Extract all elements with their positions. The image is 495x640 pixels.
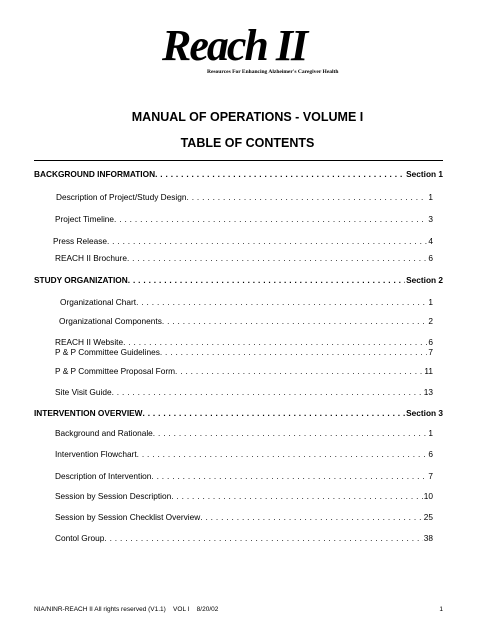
toc-leader xyxy=(153,428,428,439)
toc-page: 6 xyxy=(428,449,433,459)
toc-label: Contol Group xyxy=(55,533,105,543)
document-title: MANUAL OF OPERATIONS - VOLUME I xyxy=(131,110,364,124)
toc-page: 1 xyxy=(428,428,433,438)
toc-entry xyxy=(60,297,433,308)
toc-entry xyxy=(55,387,433,398)
toc-leader xyxy=(171,491,423,502)
toc-entry xyxy=(55,253,433,264)
toc-page: 1 xyxy=(428,297,433,307)
toc-label: Press Release xyxy=(53,236,107,246)
toc-leader xyxy=(162,316,428,327)
toc-page: 1 xyxy=(428,192,433,202)
toc-label: Session by Session Checklist Overview xyxy=(55,512,201,522)
toc-leader xyxy=(200,512,423,523)
toc-section-2 xyxy=(34,275,443,286)
toc-leader xyxy=(143,408,406,419)
toc-page: 6 xyxy=(428,253,433,263)
toc-leader xyxy=(160,347,428,358)
toc-leader xyxy=(128,275,405,286)
toc-page: 38 xyxy=(423,533,433,543)
logo-tagline: Resources For Enhancing Alzheimer's Caregiver Health xyxy=(207,69,339,75)
toc-label: P & P Committee Guidelines xyxy=(55,347,160,357)
toc-leader xyxy=(114,214,427,225)
toc-leader xyxy=(187,192,428,203)
toc-page: 3 xyxy=(428,214,433,224)
toc-label: REACH II Brochure xyxy=(55,253,127,263)
reach-ii-logo xyxy=(162,21,352,86)
toc-entry xyxy=(55,214,433,225)
toc-page: 25 xyxy=(423,512,433,522)
toc-label: Intervention Flowchart xyxy=(55,449,137,459)
toc-label: Site Visit Guide xyxy=(55,387,112,397)
toc-section-1 xyxy=(34,169,443,180)
toc-entry xyxy=(55,449,433,460)
toc-leader xyxy=(127,253,427,264)
toc-entry xyxy=(55,428,433,439)
toc-leader xyxy=(136,297,427,308)
logo-wordmark: Reach II xyxy=(162,21,307,70)
toc-page: 4 xyxy=(428,236,433,246)
toc-entry xyxy=(56,192,433,203)
toc-leader xyxy=(151,471,427,482)
toc-label: BACKGROUND INFORMATION xyxy=(34,169,156,179)
toc-page: 6 xyxy=(428,337,433,347)
toc-page: 13 xyxy=(423,387,433,397)
toc-label: Description of Project/Study Design xyxy=(56,192,187,202)
toc-heading: TABLE OF CONTENTS xyxy=(180,136,315,150)
toc-entry xyxy=(55,347,433,358)
toc-leader xyxy=(155,169,405,180)
toc-label: Session by Session Description xyxy=(55,491,172,501)
toc-page: 11 xyxy=(424,366,433,376)
toc-label: Description of Intervention xyxy=(55,471,152,481)
title-divider xyxy=(34,160,443,161)
page-footer xyxy=(34,606,443,613)
toc-leader xyxy=(137,449,428,460)
toc-section-3 xyxy=(34,408,443,419)
toc-entry xyxy=(55,366,433,377)
toc-entry xyxy=(55,471,433,482)
toc-page: 7 xyxy=(428,471,433,481)
toc-label: Organizational Components xyxy=(59,316,162,326)
footer-info: NIA/NINR-REACH II All rights reserved (V1.1) VOL I 8/20/02 xyxy=(34,606,219,613)
footer-page-number: 1 xyxy=(439,606,443,613)
toc-entry xyxy=(55,533,433,544)
toc-label: Project Timeline xyxy=(55,214,115,224)
toc-page: 7 xyxy=(428,347,433,357)
toc-page: Section 3 xyxy=(406,408,443,418)
toc-entry xyxy=(55,512,433,523)
toc-entry xyxy=(53,236,433,247)
toc-label: INTERVENTION OVERVIEW xyxy=(34,408,143,418)
toc-page: 2 xyxy=(428,316,433,326)
toc-leader xyxy=(107,236,427,247)
toc-label: STUDY ORGANIZATION xyxy=(34,275,128,285)
toc-entry xyxy=(55,491,433,502)
toc-page: Section 1 xyxy=(406,169,443,179)
toc-label: Organizational Chart xyxy=(60,297,137,307)
toc-entry xyxy=(59,316,433,327)
toc-leader xyxy=(112,387,423,398)
toc-label: P & P Committee Proposal Form xyxy=(55,366,176,376)
toc-label: Background and Rationale xyxy=(55,428,153,438)
toc-page: 10 xyxy=(423,491,433,501)
toc-leader xyxy=(175,366,423,377)
toc-leader xyxy=(104,533,422,544)
toc-label: REACH II Website xyxy=(55,337,124,347)
toc-page: Section 2 xyxy=(406,275,443,285)
